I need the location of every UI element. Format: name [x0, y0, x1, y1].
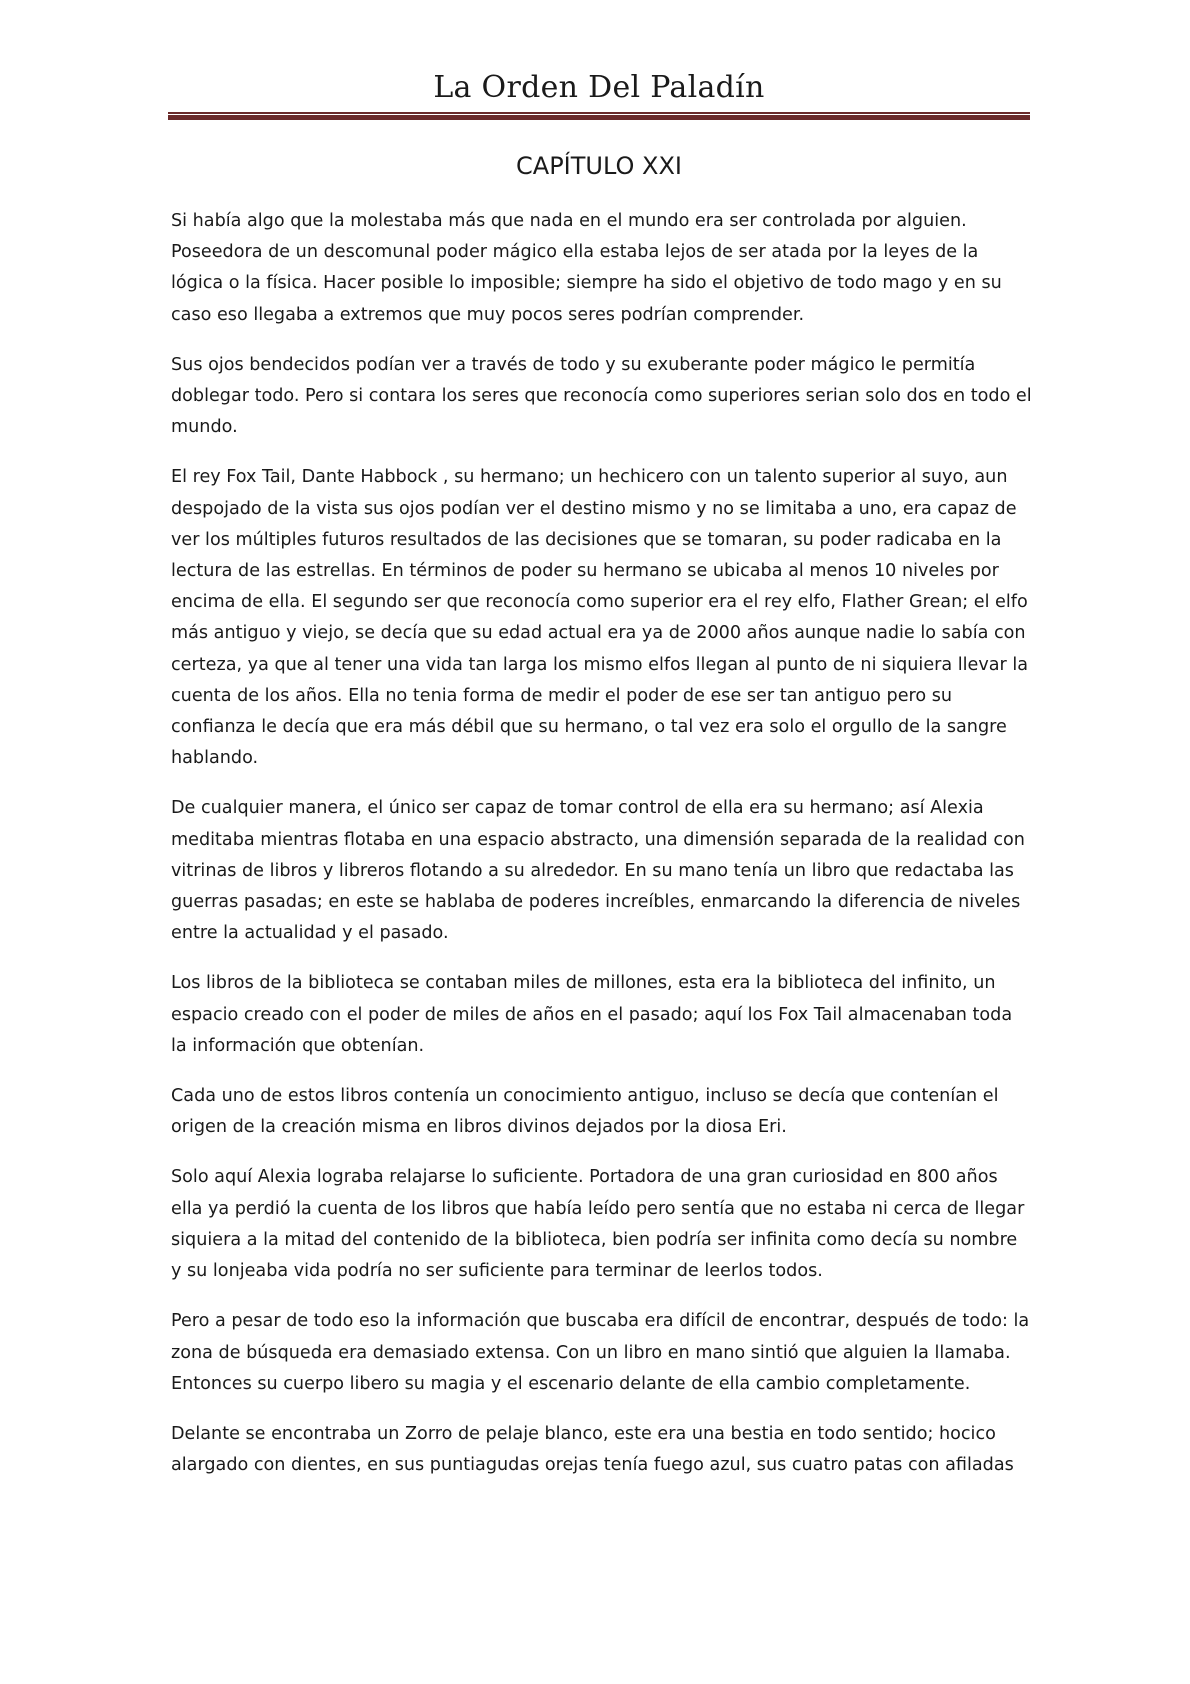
paragraph-8: Pero a pesar de todo eso la información que buscaba era difícil de encontrar, después de todo: la zona de búsqueda era demasiado extensa. Con un libro en mano sintió que alguien la llamaba. Entonces su cuerpo libero su magia y el escenario delante de ella cambio completamente. — [171, 1311, 1030, 1394]
paragraph-5: Los libros de la biblioteca se contaban miles de millones, esta era la biblioteca del infinito, un espacio creado con el poder de miles de años en el pasado; aquí los Fox Tail almacenaban toda la información que obtenían. — [171, 973, 1013, 1056]
paragraph-4: De cualquier manera, el único ser capaz de tomar control de ella era su hermano; así Alexia meditaba mientras flotaba en una espacio abstracto, una dimensión separada de la realidad con vitrinas de libros y libreros flotando a su alrededor. En su mano tenía un libro que redactaba las guerras pasadas; en este se hablaba de poderes increíbles, enmarcando la diferencia de niveles entre la actualidad y el pasado. — [171, 798, 1025, 944]
chapter-heading: CAPÍTULO XXI — [516, 152, 682, 180]
paragraph-6: Cada uno de estos libros contenía un conocimiento antiguo, incluso se decía que contenían el origen de la creación misma en libros divinos dejados por la diosa Eri. — [171, 1086, 999, 1138]
header-divider-thin-line — [168, 112, 1030, 114]
running-header-title: La Orden Del Paladín — [433, 70, 765, 105]
paragraph-1: Si había algo que la molestaba más que nada en el mundo era ser controlada por alguien. Poseedora de un descomunal poder mágico ella estaba lejos de ser atada por la leyes de la lógica o la física. Hacer posible lo imposible; siempre ha sido el objetivo de todo mago y en su caso eso llegaba a extremos que muy pocos seres podrían comprender. — [171, 211, 1002, 325]
header-divider-thick-line — [168, 115, 1030, 120]
chapter-body — [171, 206, 1033, 1500]
paragraph-3: El rey Fox Tail, Dante Habbock , su hermano; un hechicero con un talento superior al suyo, aun despojado de la vista sus ojos podían ver el destino mismo y no se limitaba a uno, era capaz de ver los múltiples futuros resultados de las decisiones que se tomaran, su poder radicaba en la lectura de las estrellas. En términos de poder su hermano se ubicaba al menos 10 niveles por encima de ella. El segundo ser que reconocía como superior era el rey elfo, Flather Grean; el elfo más antiguo y viejo, se decía que su edad actual era ya de 2000 años aunque nadie lo sabía con certeza, ya que al tener una vida tan larga los mismo elfos llegan al punto de ni siquiera llevar la cuenta de los años. Ella no tenia forma de medir el poder de ese ser tan antiguo pero su confianza le decía que era más débil que su hermano, o tal vez era solo el orgullo de la sangre hablando. — [171, 467, 1029, 769]
paragraph-9: Delante se encontraba un Zorro de pelaje blanco, este era una bestia en todo sentido; hocico alargado con dientes, en sus puntiagudas orejas tenía fuego azul, sus cuatro patas con afiladas — [171, 1423, 1014, 1476]
paragraph-2: Sus ojos bendecidos podían ver a través de todo y su exuberante poder mágico le permitía doblegar todo. Pero si contara los seres que reconocía como superiores serian solo dos en todo el mundo. — [171, 354, 1032, 438]
paragraph-7: Solo aquí Alexia lograba relajarse lo suficiente. Portadora de una gran curiosidad en 800 años ella ya perdió la cuenta de los libros que había leído pero sentía que no estaba ni cerca de llegar siquiera a la mitad del contenido de la biblioteca, bien podría ser infinita como decía su nombre y su lonjeaba vida podría no ser suficiente para terminar de leerlos todos. — [171, 1167, 1025, 1282]
header-divider — [168, 112, 1030, 120]
